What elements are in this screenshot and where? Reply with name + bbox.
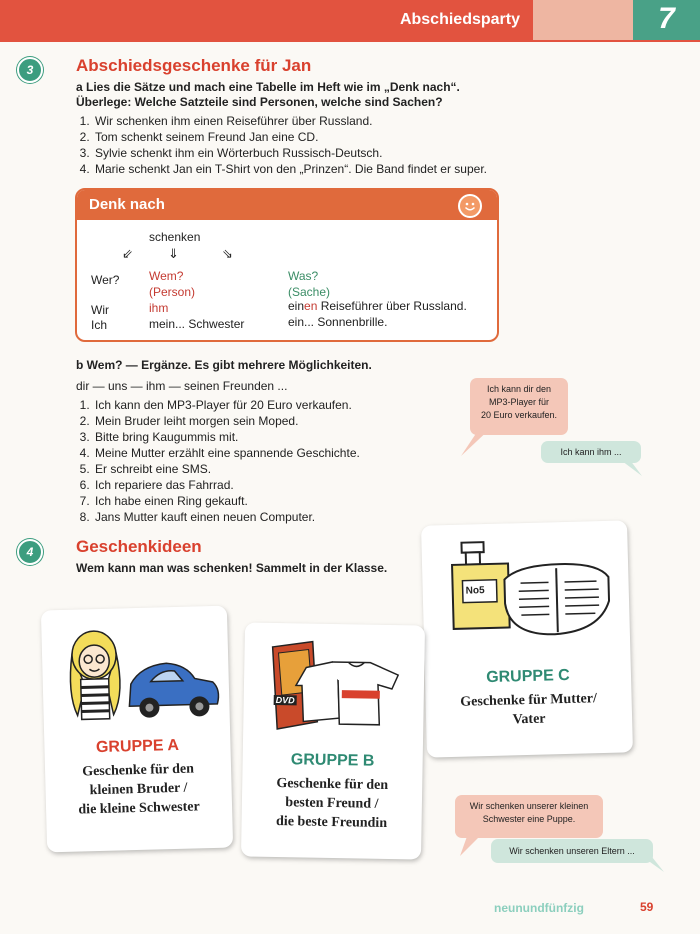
girl-toycar-illustration [55, 620, 223, 732]
sache-label: (Sache) [288, 285, 331, 299]
group-a-text [45, 759, 232, 821]
wem-label: Wem? [149, 269, 184, 283]
group-c-text [425, 688, 632, 731]
exercise-4-instruction: Wem kann man was schenken! Sammelt in der Klasse. [76, 561, 388, 575]
wer-label: Wer? [91, 273, 120, 287]
header-underline [0, 40, 700, 42]
arrow-down-left-icon: ⇙ [122, 246, 133, 261]
perfume-label: No5 [465, 585, 485, 597]
instruction-line-2: Überlege: Welche Satzteile sind Personen, welche sind Sachen? [76, 95, 443, 109]
exercise-3b-instruction: b Wem? — Ergänze. Es gibt mehrere Möglichkeiten. [76, 358, 372, 372]
person-label: (Person) [149, 285, 196, 299]
card-line: Geschenke für den [82, 761, 195, 780]
list-item: 6. Ich repariere das Fahrrad. [93, 477, 473, 493]
list-item: 3. Sylvie schenkt ihm ein Wörterbuch Russisch-Deutsch. [93, 145, 593, 161]
card-gruppe-b [241, 622, 425, 859]
verb-label: schenken [149, 230, 201, 244]
card-line: Geschenke für den [276, 776, 389, 793]
bubble-text: Wir schenken unserer kleinen [469, 801, 589, 811]
speech-bubble-4: Wir schenken unseren Eltern ... [491, 839, 653, 863]
bubble-text: 20 Euro verkaufen. [480, 410, 558, 420]
group-b-text [241, 773, 422, 833]
denk-nach-title: Denk nach [89, 196, 165, 213]
exercise-number-3: 3 [17, 57, 43, 83]
list-item: 7. Ich habe einen Ring gekauft. [93, 493, 473, 509]
list-item: 4. Meine Mutter erzählt eine spannende Geschichte. [93, 445, 473, 461]
bubble-text: Schwester eine Puppe. [482, 814, 576, 824]
word-options: dir — uns — ihm — seinen Freunden ... [76, 379, 288, 393]
subject-ich: Ich [91, 318, 108, 332]
card-line: kleinen Bruder / [89, 780, 188, 799]
object-line-2: ein... Sonnenbrille. [288, 315, 388, 329]
object-rest: Reiseführer über Russland. [317, 299, 467, 313]
list-item: 4. Marie schenkt Jan ein T-Shirt von den „Prinzen“. Die Band findet er super. [93, 161, 593, 177]
sentence-list-a [76, 113, 593, 177]
card-line: besten Freund / [285, 795, 379, 812]
chapter-number: 7 [658, 2, 675, 35]
group-c-title: GRUPPE C [485, 666, 570, 687]
dative-ihm: ihm [149, 301, 169, 315]
article-ending: en [304, 299, 318, 313]
dvd-tshirt-illustration [265, 637, 407, 739]
speech-bubble-2: Ich kann ihm ... [541, 441, 641, 463]
list-item: 1. Ich kann den MP3-Player für 20 Euro verkaufen. [93, 397, 473, 413]
group-a-title: GRUPPE A [95, 736, 180, 757]
bubble-text: MP3-Player für [488, 397, 550, 407]
card-gruppe-c [421, 520, 633, 757]
card-line: die kleine Schwester [78, 799, 200, 818]
chapter-title: Abschiedsparty [399, 11, 520, 28]
page-number-word: neunundfünfzig [494, 901, 584, 915]
dvd-label: DVD [275, 694, 295, 706]
speech-bubble-3 [455, 795, 603, 838]
dative-mein: mein... Schwester [149, 317, 245, 331]
list-item: 2. Tom schenkt seinem Freund Jan eine CD. [93, 129, 593, 145]
card-line: Vater [512, 711, 546, 728]
speech-bubble-1 [470, 378, 568, 435]
exercise-3a-instruction [76, 80, 460, 110]
was-label: Was? [288, 269, 319, 283]
bubble-text: Ich kann dir den [486, 384, 552, 394]
article-stem: ein [288, 299, 305, 313]
exercise-4-heading: Geschenkideen [76, 537, 202, 556]
list-item: 1. Wir schenken ihm einen Reiseführer über Russland. [93, 113, 593, 129]
header-accent [533, 0, 633, 40]
exercise-3-heading: Abschiedsgeschenke für Jan [76, 56, 312, 75]
list-item: 8. Jans Mutter kauft einen neuen Computer. [93, 509, 473, 525]
arrow-down-icon: ⇓ [168, 246, 179, 261]
list-item: 3. Bitte bring Kaugummis mit. [93, 429, 473, 445]
page-number: 59 [640, 900, 654, 914]
exercise-number-4: 4 [17, 539, 43, 565]
list-item: 5. Er schreibt eine SMS. [93, 461, 473, 477]
subject-wir: Wir [91, 303, 109, 317]
list-item: 2. Mein Bruder leiht morgen sein Moped. [93, 413, 473, 429]
smiley-icon [458, 194, 482, 218]
card-gruppe-a [41, 606, 233, 853]
group-b-title: GRUPPE B [290, 751, 375, 770]
card-line: die beste Freundin [275, 814, 388, 831]
denk-nach-box [75, 188, 499, 342]
object-line-1 [288, 299, 467, 314]
sentence-list-b [76, 397, 473, 525]
card-line: Geschenke für Mutter/ [460, 691, 598, 710]
arrow-down-right-icon: ⇘ [222, 246, 233, 261]
instruction-line-1: a Lies die Sätze und mach eine Tabelle im Heft wie im „Denk nach“. [76, 80, 460, 94]
